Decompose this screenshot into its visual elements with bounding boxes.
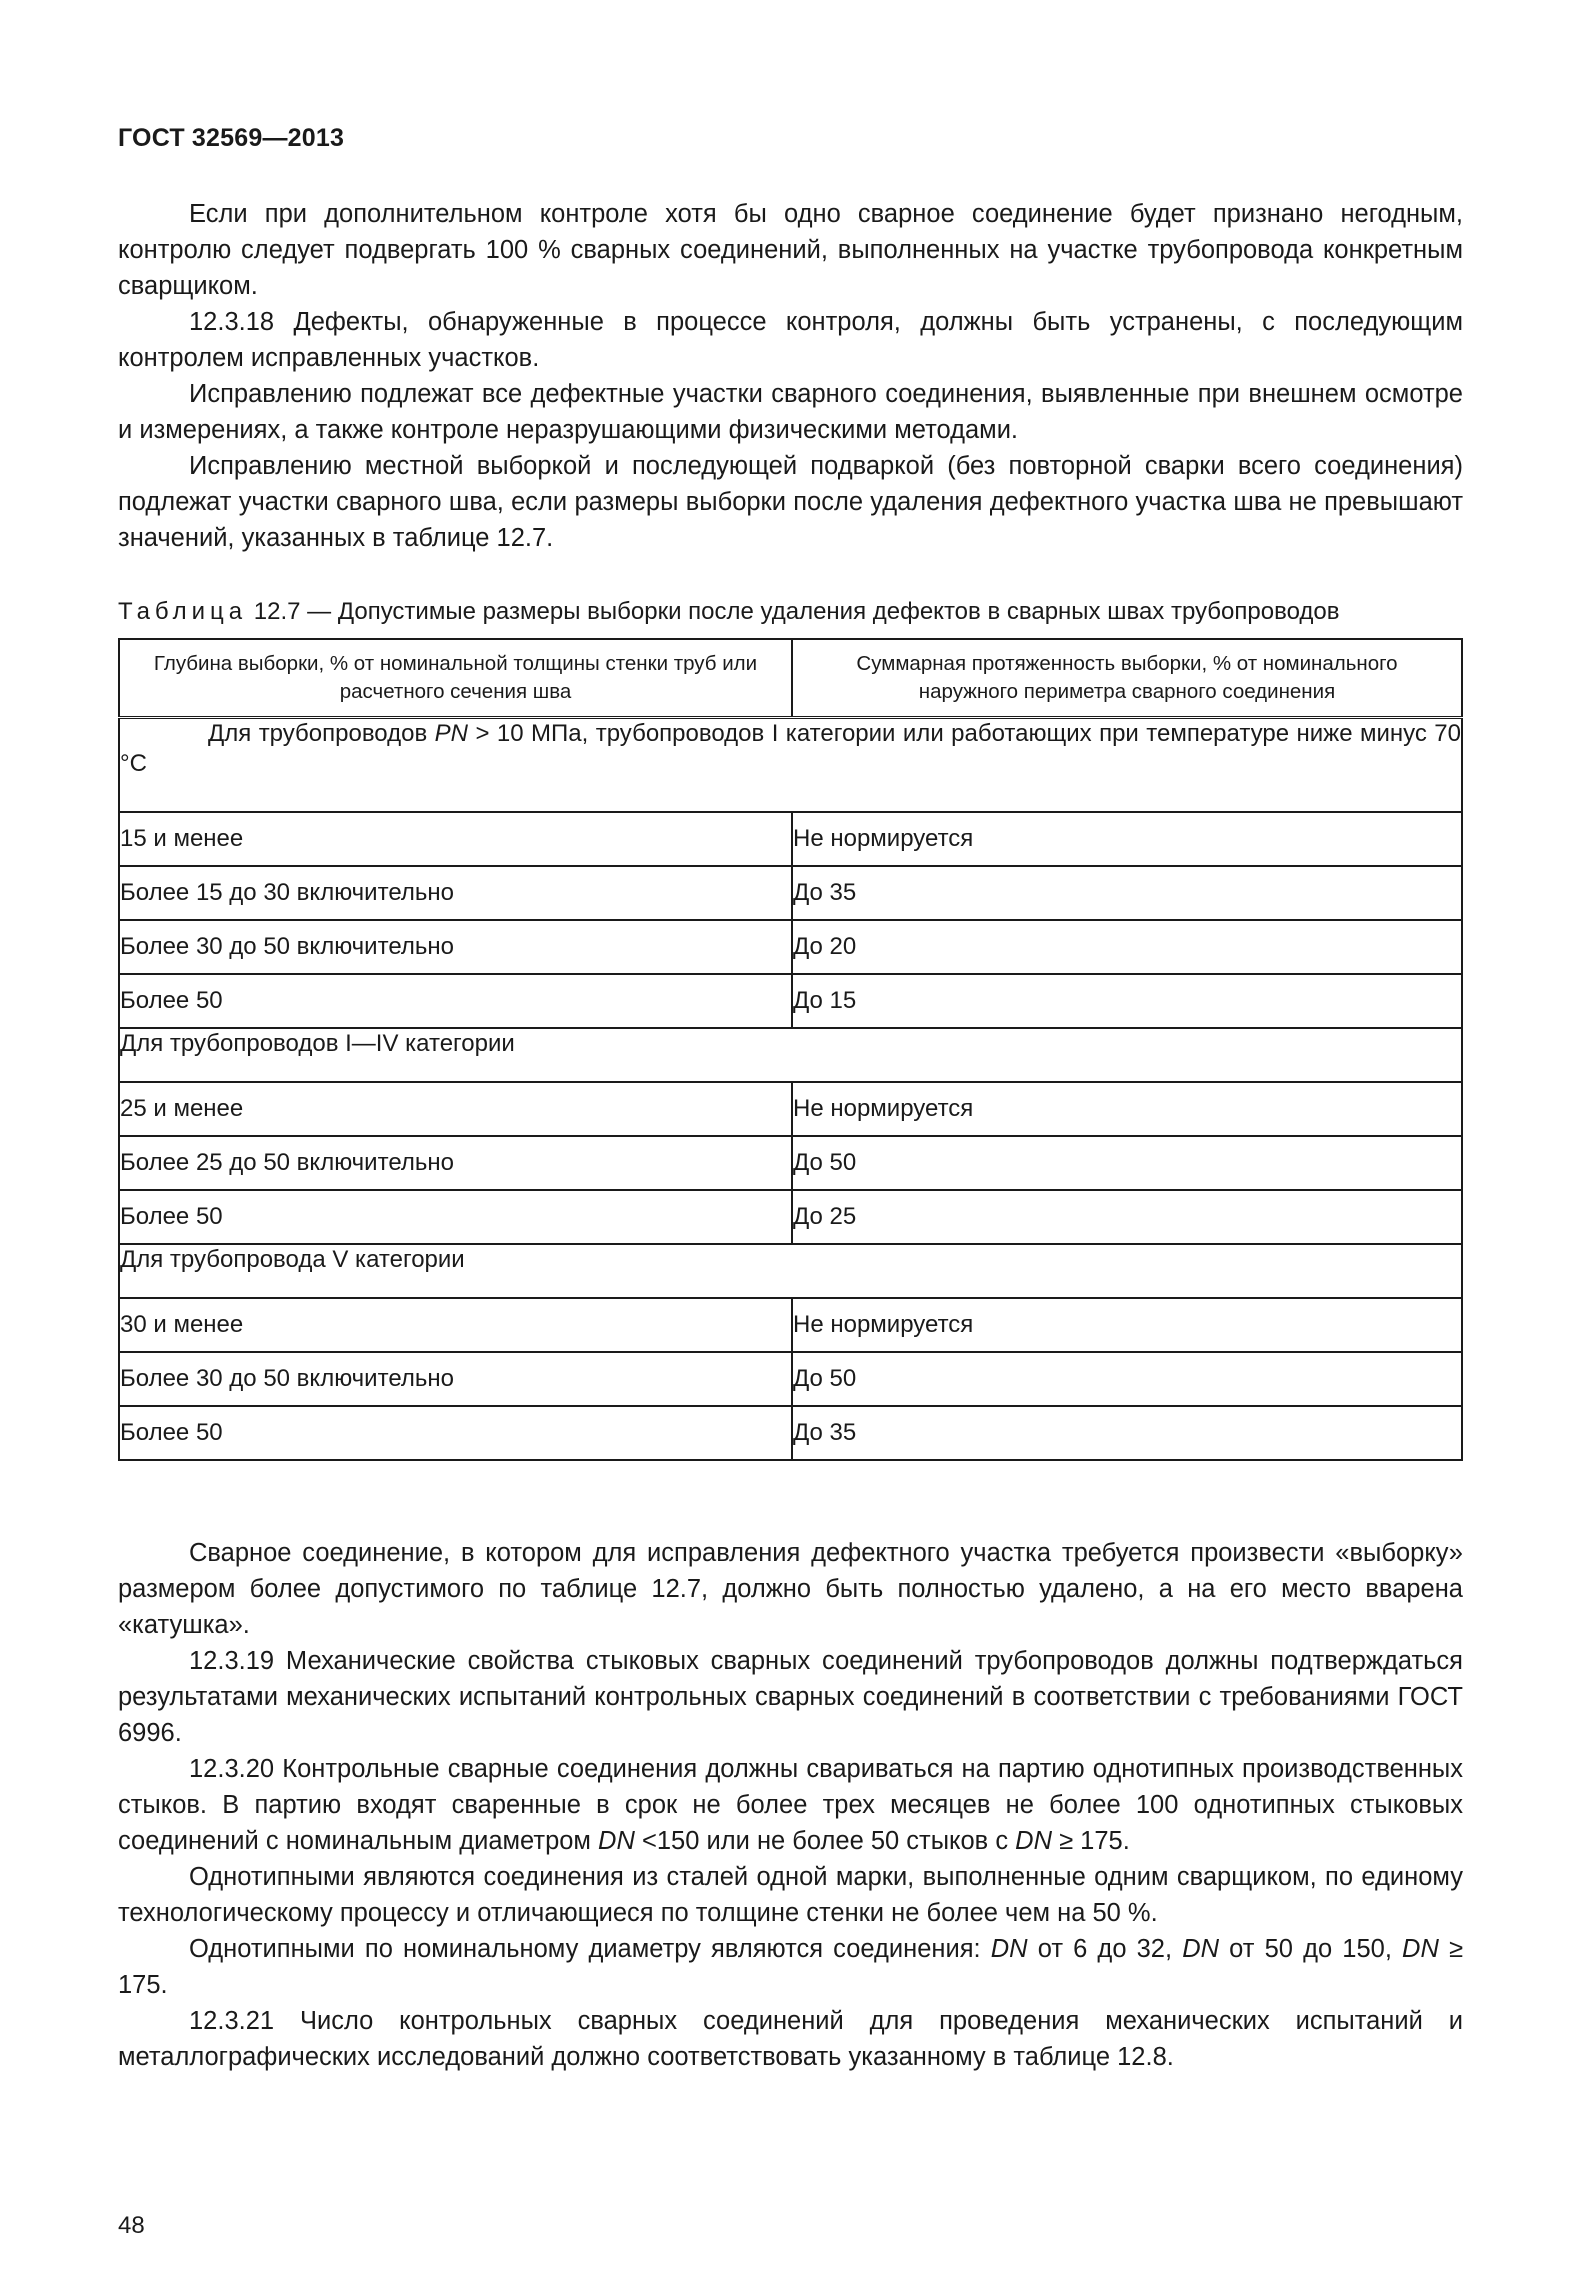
group-label: Для трубопроводов I—IV категории [119, 1028, 1462, 1082]
cell-depth: 25 и менее [119, 1082, 792, 1136]
cell-depth: Более 50 [119, 974, 792, 1028]
defects-table [118, 638, 1463, 1461]
paragraph: 12.3.21 Число контрольных сварных соединений для проведения механических испытаний и металлографических исследований должно соответствовать указанному в таблице 12.8. [118, 2007, 1463, 2071]
paragraph: Исправлению местной выборкой и последующей подваркой (без повторной сварки всего соединения) подлежат участки сварного шва, если размеры выборки после удаления дефектного участка шва не превышают значений, указанных в таблице 12.7. [118, 452, 1463, 552]
group-label: Для трубопровода V категории [119, 1244, 1462, 1298]
cell-length: До 25 [792, 1190, 1462, 1244]
paragraph: Однотипными являются соединения из сталей одной марки, выполненные одним сварщиком, по единому технологическому процессу и отличающиеся по толщине стенки не более чем на 50 %. [118, 1863, 1463, 1927]
group-label: Для трубопроводов PN > 10 МПа, трубопроводов I категории или работающих при температуре ниже минус 70 °С [119, 718, 1462, 813]
table-header-row [119, 639, 1462, 718]
group-row [119, 1244, 1462, 1298]
paragraph: Сварное соединение, в котором для исправления дефектного участка требуется произвести «выборку» размером более допустимого по таблице 12.7, должно быть полностью удалено, а на его место вварена «катушка». [118, 1539, 1463, 1639]
cell-length: До 20 [792, 920, 1462, 974]
table-row [119, 1136, 1462, 1190]
table-row [119, 1082, 1462, 1136]
cell-length: До 35 [792, 866, 1462, 920]
paragraph: Исправлению подлежат все дефектные участки сварного соединения, выявленные при внешнем осмотре и измерениях, а также контроле неразрушающими физическими методами. [118, 380, 1463, 444]
cell-depth: Более 30 до 50 включительно [119, 920, 792, 974]
cell-depth: Более 15 до 30 включительно [119, 866, 792, 920]
table-row [119, 1406, 1462, 1460]
table-row [119, 812, 1462, 866]
paragraph: Однотипными по номинальному диаметру являются соединения: DN от 6 до 32, DN от 50 до 150, DN ≥ 175. [118, 1935, 1463, 1999]
cell-length: Не нормируется [792, 812, 1462, 866]
document-header: ГОСТ 32569—2013 [118, 124, 345, 152]
cell-length: До 35 [792, 1406, 1462, 1460]
table-row [119, 1190, 1462, 1244]
cell-length: До 50 [792, 1352, 1462, 1406]
text-top [118, 196, 1463, 556]
table-row [119, 1352, 1462, 1406]
text-bottom [118, 1535, 1463, 2075]
table-row [119, 1298, 1462, 1352]
cell-depth: 15 и менее [119, 812, 792, 866]
table-caption [118, 596, 1463, 628]
cell-length: До 15 [792, 974, 1462, 1028]
cell-depth: Более 25 до 50 включительно [119, 1136, 792, 1190]
table-row [119, 920, 1462, 974]
group-row [119, 1028, 1462, 1082]
caption-prefix: Таблица [118, 598, 248, 625]
paragraph: Если при дополнительном контроле хотя бы одно сварное соединение будет признано негодным, контролю следует подвергать 100 % сварных соединений, выполненных на участке трубопровода конкретным сварщиком. [118, 200, 1463, 300]
header-depth: Глубина выборки, % от номинальной толщины стенки труб или расчетного сечения шва [119, 639, 792, 718]
cell-depth: Более 50 [119, 1190, 792, 1244]
cell-depth: Более 30 до 50 включительно [119, 1352, 792, 1406]
page-number: 48 [118, 2212, 145, 2239]
cell-length: Не нормируется [792, 1082, 1462, 1136]
table-row [119, 866, 1462, 920]
cell-depth: 30 и менее [119, 1298, 792, 1352]
header-length: Суммарная протяженность выборки, % от номинального наружного периметра сварного соединения [792, 639, 1462, 718]
paragraph: 12.3.18 Дефекты, обнаруженные в процессе контроля, должны быть устранены, с последующим контролем исправленных участков. [118, 308, 1463, 372]
cell-length: До 50 [792, 1136, 1462, 1190]
cell-length: Не нормируется [792, 1298, 1462, 1352]
cell-depth: Более 50 [119, 1406, 792, 1460]
group-row [119, 718, 1462, 813]
table-row [119, 974, 1462, 1028]
caption-text: 12.7 — Допустимые размеры выборки после удаления дефектов в сварных швах трубопроводов [247, 598, 1340, 625]
paragraph: 12.3.20 Контрольные сварные соединения должны свариваться на партию однотипных производственных стыков. В партию входят сваренные в срок не более трех месяцев не более 100 однотипных стыковых соединений с номинальным диаметром DN <150 или не более 50 стыков с DN ≥ 175. [118, 1755, 1463, 1855]
paragraph: 12.3.19 Механические свойства стыковых сварных соединений трубопроводов должны подтверждаться результатами механических испытаний контрольных сварных соединений в соответствии с требованиями ГОСТ 6996. [118, 1647, 1463, 1747]
